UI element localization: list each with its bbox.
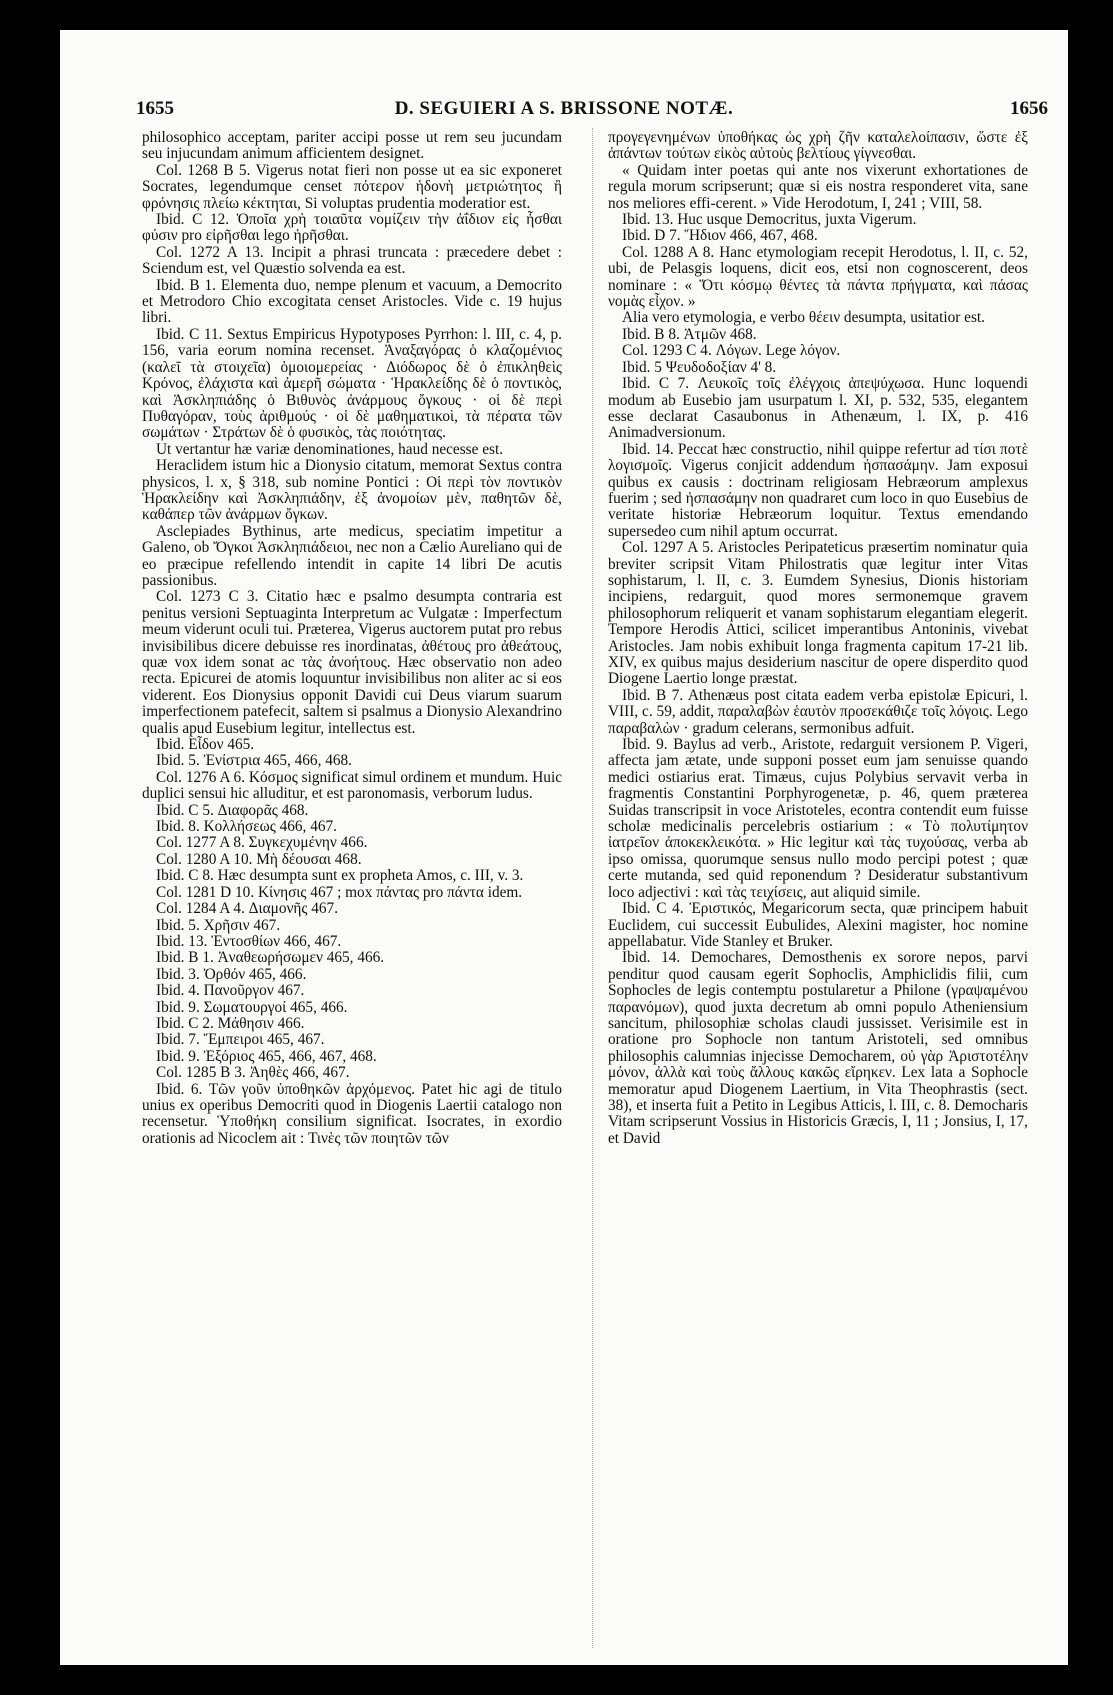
paragraph: Ibid. C 12. Ὁποῖα χρὴ τοιαῦτα νομίζειν τὴν ἀΐδιον εἰς ἦσθαι φύσιν pro εἰρῆσθαι lego ἡρῆσθαι.	[142, 211, 562, 245]
paragraph: Ibid. 14. Peccat hæc constructio, nihil quippe refertur ad τίσι ποτὲ λογισμοῖς. Vigerus conjicit addendum ἠσπασάμην. Jam exposui quibus ex causis : doctrinam religiosam Hebræorum amplexus fuerim ; sed ἠσπασάμην non quadraret cum loco in quo Eusebius de veritate historiæ Hebræorum loquitur. Textus emendando supersedeo cum nihil aptum occurrat.	[608, 440, 1028, 540]
paragraph: Alia vero etymologia, e verbo θέειν desumpta, usitatior est.	[622, 309, 985, 327]
paragraph: Ibid. 14. Demochares, Demosthenis ex sorore nepos, parvi penditur quod causam egerit Sophoclis, Amphiclidis filii, cum Sophocles de legis contemptu postularetur a Philone (γραψαμένου παρανόμων), quod juxta decretum ab omni populo Atheniensium sancitum, philosophiæ scholas claudi jussisset. Verisimile est in oratione pro Sophocle non tantum Aristoteli, sed omnibus philosophis calumnias injecisse Democharem, οὐ γὰρ Ἀριστοτέλην μόνον, ἀλλὰ καὶ τοὺς ἄλλους κακῶς εἴρηκεν. Lex lata a Sophocle memoratur apud Diogenem Laertium, in Vita Theophrastis (sect. 38), et inserta fuit a Petito in Legibus Atticis, l. III, c. 8. Democharis Vitam scripserunt Vossius in Historicis Græcis, I, 11 ; Jonsius, I, 17, et David	[608, 949, 1028, 1147]
paragraph: Ibid. 7. Ἔμπειροι 465, 467.	[156, 1031, 325, 1049]
scanned-page	[60, 30, 1068, 1665]
paragraph: Ibid. C 7. Λευκοῖς τοῖς ἐλέγχοις ἀπεψύχωσα. Hunc loquendi modum ab Eusebio jam usurpatum l. XI, p. 532, 535, elegantem esse declarat Casaubonus in Athenæum, l. IX, p. 416 Animadversionum.	[608, 375, 1028, 442]
paragraph: Ibid. B 8. Ἀτμῶν 468.	[622, 325, 757, 343]
paragraph: Ibid. 9. Σωματουργοί 465, 466.	[156, 998, 348, 1016]
page-number-right: 1656	[1010, 98, 1048, 119]
paragraph: Col. 1285 B 3. Ἀηθὲς 466, 467.	[156, 1064, 350, 1082]
paragraph: philosophico acceptam, pariter accipi posse ut rem seu jucundam seu injucundam animum afficientem designet.	[142, 129, 562, 163]
paragraph: Ibid. 4. Πανοῦργον 467.	[156, 982, 305, 1000]
paragraph: Ibid. D 7. Ἥδιον 466, 467, 468.	[622, 227, 818, 245]
paragraph: Ibid. Εἶδον 465.	[156, 736, 255, 754]
paragraph: Ibid. B 1. Elementa duo, nempe plenum et vacuum, a Democrito et Metrodoro Chio excogitata censet Aristocles. Vide c. 19 hujus libri.	[142, 276, 562, 327]
paragraph: Ibid. 8. Κολλήσεως 466, 467.	[156, 818, 337, 836]
paragraph: Ibid. 5. Ἐνίστρια 465, 466, 468.	[156, 752, 352, 770]
paragraph: Ibid. 13. Ἐντοσθίων 466, 467.	[156, 932, 342, 950]
paragraph: προγεγενημένων ὑποθήκας ὡς χρὴ ζῆν καταλελοίπασιν, ὥστε ἐξ ἁπάντων τούτων εἰκὸς αὐτοὺς βελτίους γίγνεσθαι.	[608, 129, 1028, 163]
paragraph: Col. 1284 A 4. Διαμονῆς 467.	[156, 900, 339, 918]
paragraph: Col. 1273 C 3. Citatio hæc e psalmo desumpta contraria est penitus versioni Septuaginta Interpretum ac Vulgatæ : Imperfectum meum viderunt oculi tui. Præterea, Vigerus auctorem putat pro rebus invisibilibus dicere debuisse res inordinatas, ἀθέτους pro ἀθεάτους, quæ vox idem sonat ac τὰς ἀνοήτους. Hæc observatio non adeo recta. Epicurei de atomis loquuntur invisibilibus non aliter ac si eos viderent. Eos Dionysius opponit Davidi cui Deus viarum suarum imperfectionem patefecit, saltem si psalmus a Dionysio Alexandrino qualis apud Eusebium legitur, intellectus est.	[142, 588, 562, 737]
left-column	[142, 130, 562, 1147]
paragraph: Ibid. 9. Baylus ad verb., Aristote, redarguit versionem P. Vigeri, affecta jam ætate, unde supponi posset eum jam senuisse quando medici ostiarius erat. Timæus, cujus Polybius servavit verba in fragmentis Constantini Porphyrogenetæ, p. 46, quem præterea Suidas transcripsit in voce Aristoteles, econtra contendit eum fuisse scholæ medicinalis percelebris ostiarium : « Τὸ πολυτίμητον ἰατρεῖον ἀποκεκλεικότα. » Hic legitur καὶ τὰς τυχούσας, verba ab ipso omissa, quorumque sensus nullo modo percipi potest ; quæ certe mutanda, sed quid reponendum ? Desideratur substantivum loco adjectivi : καὶ τὰς τειχίσεις, aut aliquid simile.	[608, 736, 1028, 901]
paragraph: Ibid. 6. Τῶν γοῦν ὑποθηκῶν ἀρχόμενος. Patet hic agi de titulo unius ex operibus Democriti quod in Diogenis Laertii catalogo non recensetur. Ὑποθήκη consilium significat. Isocrates, in exordio orationis ad Nicoclem ait : Τινὲς τῶν ποιητῶν τῶν	[142, 1080, 562, 1147]
paragraph: Ibid. C 8. Hæc desumpta sunt ex propheta Amos, c. III, v. 3.	[156, 867, 524, 885]
paragraph: Col. 1288 A 8. Hanc etymologiam recepit Herodotus, l. II, c. 52, ubi, de Pelasgis loquens, dicit eos, etsi non cognoscerent, deos nominare : « Ὅτι κόσμῳ θέντες τὰ πάντα πρήγματα, καὶ πάσας νομὰς εἶχον. »	[608, 243, 1028, 311]
paragraph: Ibid. C 11. Sextus Empiricus Hypotyposes Pyrrhon: l. III, c. 4, p. 156, varia eorum nomina recenset. Ἀναξαγόρας ὁ κλαζομένιος (καλεῖ τὰ στοιχεῖα) ὁμοιομερείας · Διόδωρος δὲ ὁ ἐπικληθεὶς Κρόνος, ἐλάχιστα καὶ ἀμερῆ σώματα · Ἡρακλείδης δὲ ὁ ποντικὸς, καὶ Ἀσκληπιάδης ὁ Βιθυνὸς ἀνάρμους ὄγκους · οἱ δὲ περὶ Πυθαγόραν, τοὺς ἀριθμούς · οἱ δὲ μαθηματικοὶ, τὰ πέρατα τῶν σωμάτων · Στράτων δὲ ὁ φυσικὸς, τὰς ποιότητας.	[142, 325, 562, 442]
paragraph: Ibid. 9. Ἐξόριος 465, 466, 467, 468.	[156, 1047, 377, 1065]
page-number-left: 1655	[136, 98, 174, 119]
paragraph: Col. 1268 B 5. Vigerus notat fieri non posse ut ea sic exponeret Socrates, legendumque censet πότερον ἡδονὴ μετριώτητος ἢ φρόνησις πλείω κέκτηται, Si voluptas prudentia moderatior est.	[142, 161, 562, 212]
paragraph: Ibid. B 1. Ἀναθεωρήσωμεν 465, 466.	[156, 949, 385, 967]
paragraph: Ibid. C 2. Μάθησιν 466.	[156, 1014, 305, 1032]
paragraph: Heraclidem istum hic a Dionysio citatum, memorat Sextus contra physicos, l. x, § 318, sub nomine Pontici : Οἱ περὶ τὸν ποντικὸν Ἡρακλείδην καὶ Ἀσκληπιάδην, ἐξ ἀνομοίων μὲν, παθητῶν δὲ, καθάπερ τῶν ἀνάρμων ὄγκων.	[142, 457, 562, 524]
paragraph: Ibid. C 4. Ἐριστικός, Megaricorum secta, quæ principem habuit Euclidem, cui successit Eubulides, Alexini magister, hoc nomine appellabatur. Vide Stanley et Bruker.	[608, 900, 1028, 950]
paragraph: Col. 1277 A 8. Συγκεχυμένην 466.	[156, 834, 368, 852]
paragraph: Col. 1276 A 6. Κόσμος significat simul ordinem et mundum. Huic duplici sensui hic alluditur, et est paronomasis, verborum ludus.	[142, 768, 562, 803]
paragraph: Ibid. 13. Huc usque Democritus, juxta Vigerum.	[622, 211, 917, 229]
paragraph: Col. 1272 A 13. Incipit a phrasi truncata : præcedere debet : Sciendum est, vel Quæstio solvenda ea est.	[142, 243, 562, 278]
right-column	[608, 130, 1028, 1147]
paragraph: Ut vertantur hæ variæ denominationes, haud necesse est.	[156, 440, 504, 458]
paragraph: Ibid. 3. Ὀρθόν 465, 466.	[156, 965, 307, 983]
paragraph: Col. 1280 A 10. Μὴ δέουσαι 468.	[156, 850, 362, 868]
paragraph: Ibid. 5 Ψευδοδοξίαν 4' 8.	[622, 358, 777, 376]
paragraph: Ibid. B 7. Athenæus post citata eadem verba epistolæ Epicuri, l. VIII, c. 59, addit, παραλαβὼν ἑαυτὸν προσεκάθιζε τοῖς λόγοις. Lego παραβαλὼν · gradum celerans, sermonibus adfuit.	[608, 686, 1028, 737]
paragraph: Col. 1293 C 4. Λόγων. Lege λόγον.	[622, 342, 841, 360]
paragraph: Col. 1281 D 10. Κίνησις 467 ; mox πάντας pro πάντα idem.	[156, 883, 523, 901]
paragraph: Ibid. 5. Χρῆσιν 467.	[156, 916, 281, 934]
running-title: D. SEGUIERI A S. BRISSONE NOTÆ.	[394, 98, 734, 119]
paragraph: « Quidam inter poetas qui ante nos vixerunt exhortationes de regula morum scripserunt; quæ si eis nostra responderet vita, sane nos meliores effi-cerent. » Vide Herodotum, I, 241 ; VIII, 58.	[608, 161, 1028, 212]
paragraph: Ibid. C 5. Διαφορᾶς 468.	[156, 801, 309, 819]
running-header	[60, 98, 1068, 122]
column-divider	[592, 128, 594, 1648]
paragraph: Col. 1297 A 5. Aristocles Peripateticus præsertim nominatur quia breviter scripsit Vitam Philostratis quæ legitur inter Vitas sophistarum, l. II, c. 3. Eumdem Synesius, Dionis historiam incipiens, redarguit, quod mores sermonemque gravem philosophorum reliquerit et vanam sophistarum elegantiam elegerit. Tempore Herodis Attici, scilicet imperantibus Antoninis, vivebat Aristocles. Jam nobis exhibuit longa fragmenta capitum 17-21 lib. XIV, ex quibus majus desiderium nascitur de opere disperdito quod Diogene Laertio longe præstat.	[608, 539, 1028, 688]
paragraph: Asclepiades Bythinus, arte medicus, speciatim impetitur a Galeno, ob Ὄγκοι Ἀσκληπιάδειοι, nec non a Cælio Aureliano qui de eo præcipue refellendo intendit in capite 14 libri De acutis passionibus.	[142, 522, 562, 589]
